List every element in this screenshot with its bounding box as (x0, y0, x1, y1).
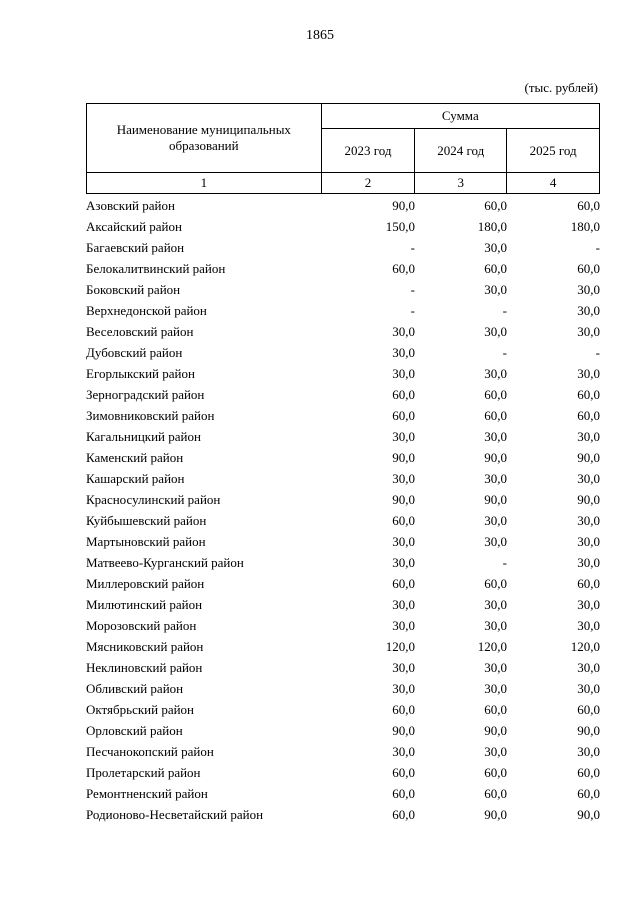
value-2023: 90,0 (392, 491, 415, 507)
column-number-4: 4 (507, 173, 600, 194)
district-name: Верхнедонской район (86, 302, 207, 318)
table-row (86, 741, 600, 762)
value-2025: 30,0 (577, 743, 600, 759)
district-name: Багаевский район (86, 239, 185, 255)
table-row (86, 657, 600, 678)
table-row (86, 405, 600, 426)
value-2023: 30,0 (392, 596, 415, 612)
table-row (86, 510, 600, 531)
value-2025: 30,0 (577, 512, 600, 528)
value-2023: - (410, 302, 415, 318)
value-2025: 30,0 (577, 533, 600, 549)
value-2023: 60,0 (392, 407, 415, 423)
value-2024: 60,0 (484, 197, 507, 213)
value-2025: 30,0 (577, 281, 600, 297)
district-name: Каменский район (86, 449, 184, 465)
table-row (86, 552, 600, 573)
value-2024: 30,0 (484, 470, 507, 486)
value-2023: 90,0 (392, 197, 415, 213)
value-2024: 30,0 (484, 281, 507, 297)
table-row (86, 258, 600, 279)
value-2023: 30,0 (392, 680, 415, 696)
value-2025: 30,0 (577, 428, 600, 444)
column-number-3: 3 (415, 173, 507, 194)
district-name: Морозовский район (86, 617, 197, 633)
value-2023: 30,0 (392, 533, 415, 549)
table-row (86, 468, 600, 489)
value-2024: 30,0 (484, 533, 507, 549)
value-2025: 30,0 (577, 617, 600, 633)
value-2024: 30,0 (484, 743, 507, 759)
value-2024: 90,0 (484, 449, 507, 465)
value-2023: 30,0 (392, 743, 415, 759)
value-2023: 150,0 (385, 218, 415, 234)
table-row (86, 321, 600, 342)
value-2025: 30,0 (577, 365, 600, 381)
value-2023: 30,0 (392, 554, 415, 570)
value-2024: 90,0 (484, 806, 507, 822)
district-name: Мясниковский район (86, 638, 204, 654)
value-2023: 120,0 (385, 638, 415, 654)
sum-header: Сумма (321, 104, 599, 129)
value-2024: 30,0 (484, 596, 507, 612)
table-row (86, 384, 600, 405)
value-2023: 60,0 (392, 575, 415, 591)
value-2024: 30,0 (484, 617, 507, 633)
value-2025: 60,0 (577, 575, 600, 591)
table-row (86, 678, 600, 699)
value-2025: 30,0 (577, 596, 600, 612)
value-2025: 60,0 (577, 407, 600, 423)
district-name: Милютинский район (86, 596, 203, 612)
value-2023: 60,0 (392, 701, 415, 717)
value-2025: 30,0 (577, 554, 600, 570)
value-2023: 30,0 (392, 323, 415, 339)
value-2025: - (595, 344, 600, 360)
value-2024: 30,0 (484, 680, 507, 696)
district-name: Кагальницкий район (86, 428, 201, 444)
table-row (86, 783, 600, 804)
value-2024: 30,0 (484, 323, 507, 339)
value-2025: - (595, 239, 600, 255)
value-2023: 60,0 (392, 260, 415, 276)
table-row (86, 804, 600, 825)
value-2023: 60,0 (392, 386, 415, 402)
value-2025: 90,0 (577, 722, 600, 738)
value-2025: 60,0 (577, 701, 600, 717)
value-2025: 90,0 (577, 491, 600, 507)
district-name: Егорлыкский район (86, 365, 195, 381)
value-2024: 60,0 (484, 701, 507, 717)
value-2024: 60,0 (484, 386, 507, 402)
district-name: Миллеровский район (86, 575, 205, 591)
value-2024: 90,0 (484, 722, 507, 738)
district-name: Аксайский район (86, 218, 182, 234)
value-2025: 30,0 (577, 323, 600, 339)
table-row (86, 363, 600, 384)
value-2025: 30,0 (577, 470, 600, 486)
value-2023: 30,0 (392, 365, 415, 381)
value-2024: 60,0 (484, 260, 507, 276)
value-2025: 30,0 (577, 302, 600, 318)
value-2024: 30,0 (484, 239, 507, 255)
value-2025: 120,0 (570, 638, 600, 654)
table-row (86, 615, 600, 636)
district-name: Белокалитвинский район (86, 260, 226, 276)
district-name: Ремонтненский район (86, 785, 208, 801)
data-table (86, 195, 600, 825)
table-row (86, 237, 600, 258)
table-row (86, 762, 600, 783)
value-2023: 30,0 (392, 344, 415, 360)
value-2024: 60,0 (484, 407, 507, 423)
value-2025: 90,0 (577, 449, 600, 465)
value-2024: - (502, 554, 507, 570)
table-row (86, 216, 600, 237)
value-2024: 60,0 (484, 764, 507, 780)
district-name: Родионово-Несветайский район (86, 806, 264, 822)
table-row (86, 720, 600, 741)
value-2025: 60,0 (577, 785, 600, 801)
district-name: Дубовский район (86, 344, 183, 360)
units-label: (тыс. рублей) (524, 80, 598, 95)
value-2024: 30,0 (484, 512, 507, 528)
value-2024: - (502, 344, 507, 360)
value-2025: 30,0 (577, 659, 600, 675)
table-row (86, 279, 600, 300)
table-header (86, 103, 600, 194)
district-name: Неклиновский район (86, 659, 203, 675)
value-2024: 30,0 (484, 428, 507, 444)
table-row (86, 300, 600, 321)
district-name: Зимовниковский район (86, 407, 215, 423)
value-2025: 180,0 (570, 218, 600, 234)
district-name: Веселовский район (86, 323, 194, 339)
district-name: Красносулинский район (86, 491, 221, 507)
year-header-2023: 2023 год (321, 129, 415, 173)
table-row (86, 426, 600, 447)
value-2023: 30,0 (392, 428, 415, 444)
district-name: Зерноградский район (86, 386, 205, 402)
table-row (86, 342, 600, 363)
value-2025: 30,0 (577, 680, 600, 696)
table-row (86, 594, 600, 615)
value-2025: 60,0 (577, 197, 600, 213)
value-2024: 90,0 (484, 491, 507, 507)
value-2024: 60,0 (484, 785, 507, 801)
district-name: Октябрьский район (86, 701, 194, 717)
table-row (86, 447, 600, 468)
year-header-2024: 2024 год (415, 129, 507, 173)
district-name: Пролетарский район (86, 764, 201, 780)
value-2025: 90,0 (577, 806, 600, 822)
district-name: Мартыновский район (86, 533, 206, 549)
value-2023: - (410, 239, 415, 255)
value-2023: 60,0 (392, 806, 415, 822)
table-row (86, 489, 600, 510)
name-column-header: Наименование муниципальных образований (87, 104, 322, 173)
table-row (86, 636, 600, 657)
page-number: 1865 (306, 28, 334, 43)
table-row (86, 573, 600, 594)
district-name: Боковский район (86, 281, 181, 297)
column-number-1: 1 (87, 173, 322, 194)
value-2025: 60,0 (577, 386, 600, 402)
value-2024: - (502, 302, 507, 318)
value-2025: 60,0 (577, 764, 600, 780)
district-name: Песчанокопский район (86, 743, 214, 759)
district-name: Кашарский район (86, 470, 185, 486)
value-2023: 90,0 (392, 449, 415, 465)
value-2023: 90,0 (392, 722, 415, 738)
value-2023: 30,0 (392, 470, 415, 486)
value-2023: 60,0 (392, 512, 415, 528)
value-2024: 60,0 (484, 575, 507, 591)
value-2024: 30,0 (484, 365, 507, 381)
value-2023: 30,0 (392, 659, 415, 675)
value-2023: - (410, 281, 415, 297)
column-number-2: 2 (321, 173, 415, 194)
table-row (86, 531, 600, 552)
value-2023: 60,0 (392, 785, 415, 801)
value-2024: 180,0 (477, 218, 507, 234)
district-name: Орловский район (86, 722, 183, 738)
value-2025: 60,0 (577, 260, 600, 276)
district-name: Куйбышевский район (86, 512, 207, 528)
table-row (86, 195, 600, 216)
value-2024: 30,0 (484, 659, 507, 675)
value-2023: 30,0 (392, 617, 415, 633)
value-2024: 120,0 (477, 638, 507, 654)
district-name: Азовский район (86, 197, 175, 213)
year-header-2025: 2025 год (507, 129, 600, 173)
table-row (86, 699, 600, 720)
value-2023: 60,0 (392, 764, 415, 780)
district-name: Обливский район (86, 680, 184, 696)
district-name: Матвеево-Курганский район (86, 554, 244, 570)
